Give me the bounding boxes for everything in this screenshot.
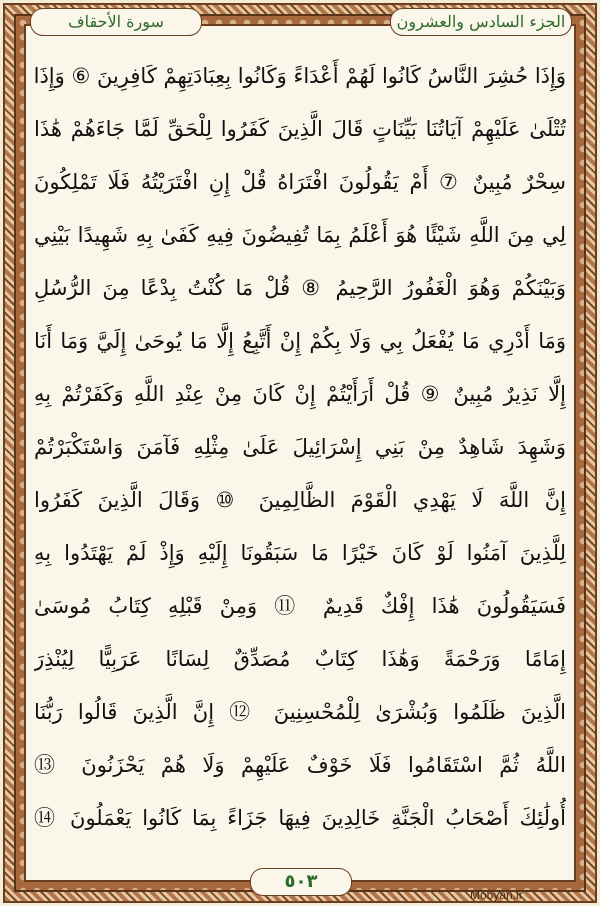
text-line: الَّذِينَ ظَلَمُوا وَبُشْرَىٰ لِلْمُحْسِنِينَ ⑫ إِنَّ الَّذِينَ قَالُوا رَبُّنَا [34, 700, 566, 724]
quran-text [34, 48, 566, 850]
surah-name: سورة الأحقاف [30, 8, 202, 36]
text-line: اللَّهُ ثُمَّ اسْتَقَامُوا فَلَا خَوْفٌ عَلَيْهِمْ وَلَا هُمْ يَحْزَنُونَ ⑬ [34, 753, 566, 777]
text-line: لِي مِنَ اللَّهِ شَيْئًا هُوَ أَعْلَمُ بِمَا تُفِيضُونَ فِيهِ كَفَىٰ بِهِ شَهِيدًا بَيْنِي [34, 223, 566, 247]
text-line: وَشَهِدَ شَاهِدٌ مِنْ بَنِي إِسْرَائِيلَ عَلَىٰ مِثْلِهِ فَآمَنَ وَاسْتَكْبَرْتُمْ [34, 435, 566, 459]
text-line: إِنَّ اللَّهَ لَا يَهْدِي الْقَوْمَ الظَّالِمِينَ ⑩ وَقَالَ الَّذِينَ كَفَرُوا [34, 488, 566, 512]
text-line: سِحْرٌ مُبِينٌ ⑦ أَمْ يَقُولُونَ افْتَرَاهُ قُلْ إِنِ افْتَرَيْتُهُ فَلَا تَمْلِكُونَ [34, 170, 566, 194]
text-line: تُتْلَىٰ عَلَيْهِمْ آيَاتُنَا بَيِّنَاتٍ قَالَ الَّذِينَ كَفَرُوا لِلْحَقِّ لَمَّا جَاءَهُمْ هَٰذَا [34, 117, 566, 141]
text-line: وَإِذَا حُشِرَ النَّاسُ كَانُوا لَهُمْ أَعْدَاءً وَكَانُوا بِعِبَادَتِهِمْ كَافِرِينَ ⑥ وَإِذَا [34, 64, 566, 88]
page-header [30, 4, 570, 38]
text-line: وَبَيْنَكُمْ وَهُوَ الْغَفُورُ الرَّحِيمُ ⑧ قُلْ مَا كُنْتُ بِدْعًا مِنَ الرُّسُلِ [34, 276, 566, 300]
text-line: فَسَيَقُولُونَ هَٰذَا إِفْكٌ قَدِيمٌ ⑪ وَمِنْ قَبْلِهِ كِتَابُ مُوسَىٰ [34, 594, 566, 618]
text-line: إِلَّا نَذِيرٌ مُبِينٌ ⑨ قُلْ أَرَأَيْتُمْ إِنْ كَانَ مِنْ عِنْدِ اللَّهِ وَكَفَرْتُمْ بِهِ [34, 382, 566, 406]
text-line: إِمَامًا وَرَحْمَةً وَهَٰذَا كِتَابٌ مُصَدِّقٌ لِسَانًا عَرَبِيًّا لِيُنْذِرَ [34, 647, 566, 671]
text-line: وَمَا أَدْرِي مَا يُفْعَلُ بِي وَلَا بِكُمْ إِنْ أَتَّبِعُ إِلَّا مَا يُوحَىٰ إِلَيَّ وَمَا أَنَا [34, 329, 566, 353]
juz-name: الجزء السادس والعشرون [390, 8, 572, 36]
page-number: ٥٠٣ [250, 868, 352, 896]
text-line: أُولَٰئِكَ أَصْحَابُ الْجَنَّةِ خَالِدِينَ فِيهَا جَزَاءً بِمَا كَانُوا يَعْمَلُونَ ⑭ [34, 806, 566, 830]
site-watermark: Mobyan.ir [470, 888, 523, 902]
text-line: لِلَّذِينَ آمَنُوا لَوْ كَانَ خَيْرًا مَا سَبَقُونَا إِلَيْهِ وَإِذْ لَمْ يَهْتَدُوا بِهِ [34, 541, 566, 565]
